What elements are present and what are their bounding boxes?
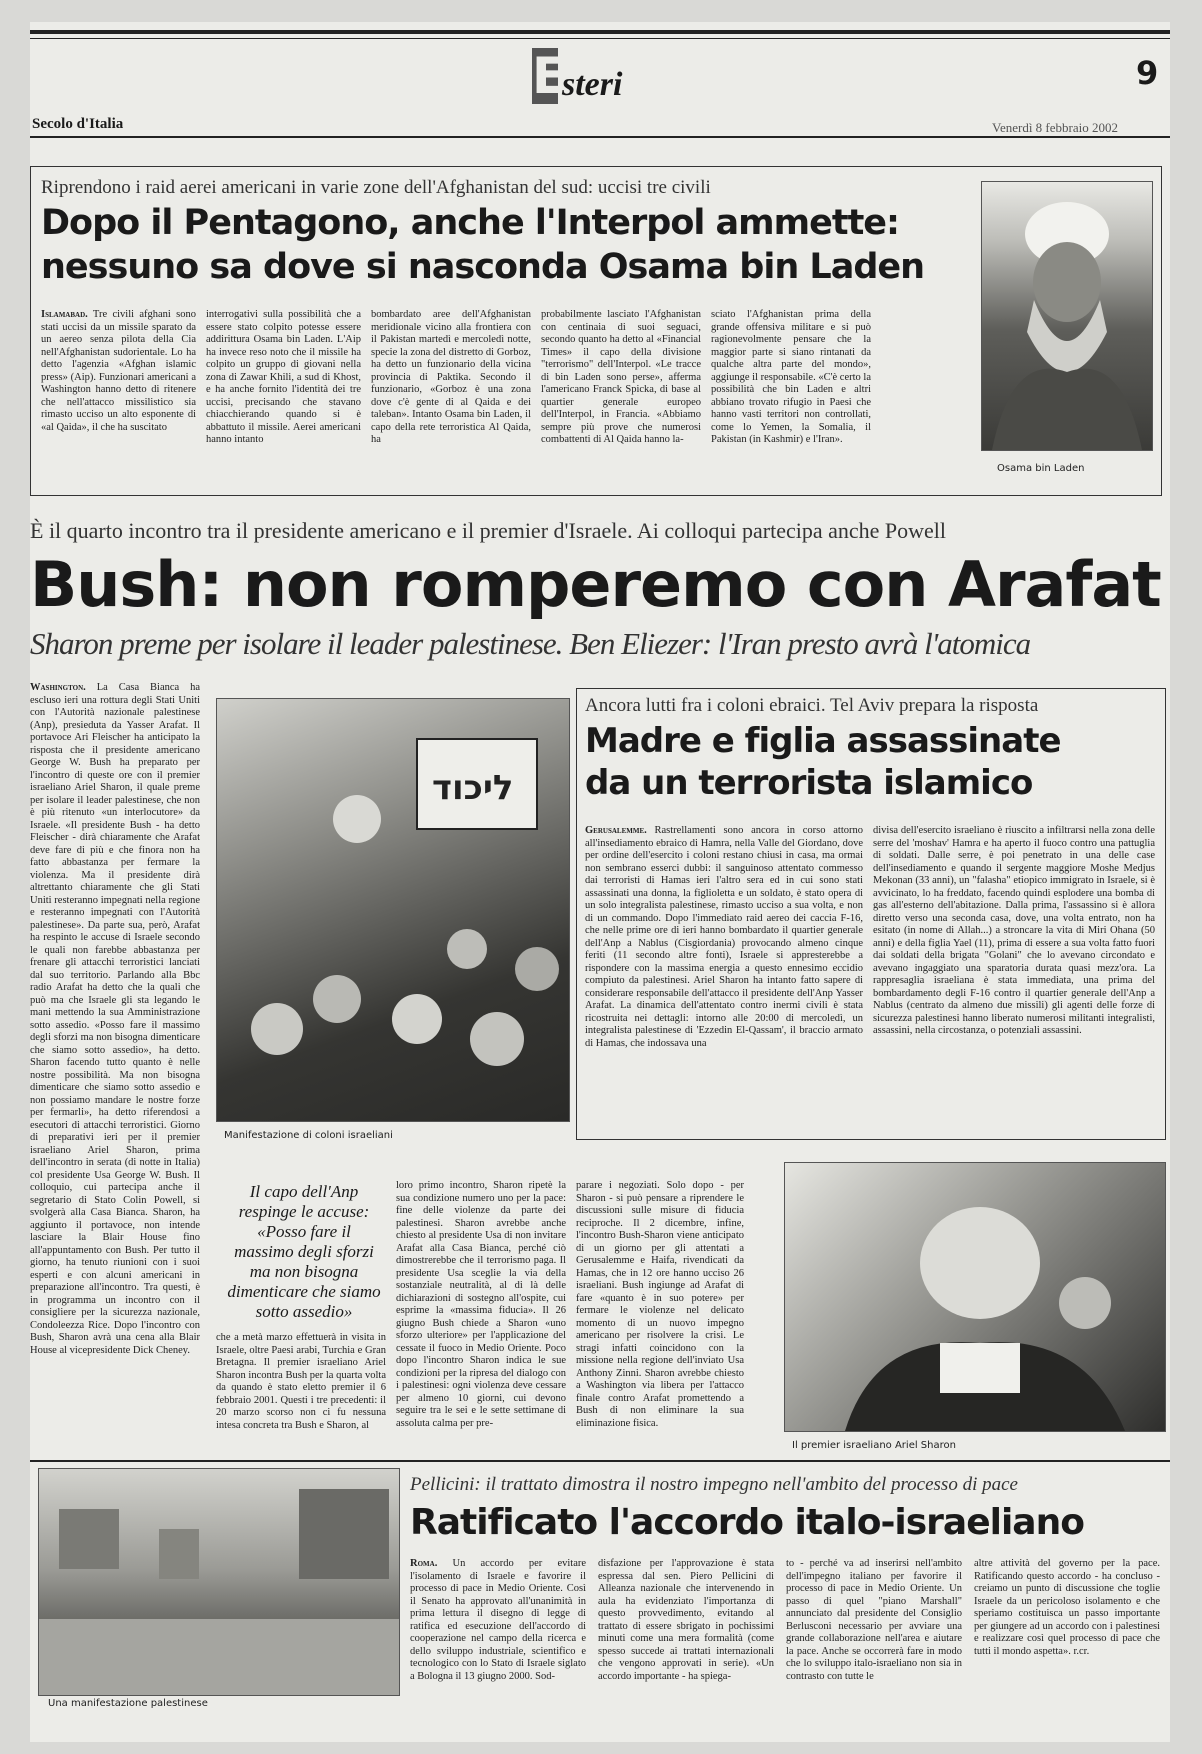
article-column: Gerusalemme. Rastrellamenti sono ancora in corso attorno all'insediamento ebraico di Hamra, nella Valle del Giordano, dove per ordine dell'esercito i coloni restano chiusi in casa, ma ormai non sembrano esserci dubbi: il sanguinoso attentato commesso dai terroristi di Hamas ieri l'altro sera ed in cui sono stati assassinati una donna, la figlioletta e un soldato, è stato opera di un solo integralista palestinese, rimasto ucciso a sua volta, e non di un commando. Dopo l'immediato raid aereo dei caccia F-16, che nelle prime ore di ieri hanno bombardato il quartier generale dell'Anp a Nablus (Cisgiordania) provocando almeno cinque feriti (11 secondo altre fonti), Israele si appresterebbe a rispondere con la massima energia a questo ennesimo eccidio compiuto da palestinesi. Ariel Sharon ha intanto fatto sapere di considerare responsabile dell'attacco il presidente dell'Anp Yasser Arafat. La dinamica dell'attentato contro inermi civili è stata ricostruita nei dettagli: intorno alle 20:00 di mercoledì, un integralista palestinese di 'Ezzedin El-Qassam', il braccio armato di Hamas, che indossava una: [585, 825, 863, 1049]
newspaper-page: [30, 22, 1170, 1742]
article-kicker: Ancora lutti fra i coloni ebraici. Tel Aviv prepara la risposta: [585, 695, 1039, 716]
masthead-rule: [30, 136, 1170, 138]
article-column: to - perché va ad inserirsi nell'ambito dell'impegno italiano per favorire il processo di pace in Medio Oriente. Un passo di quel "piano Marshall" annunciato dal presidente del Consiglio Berlusconi necessario per avviare una grande collaborazione nell'area e aiutare la pace. Anche se occorrerà fare in modo che lo sviluppo italo-israeliano non sia in contrasto con tutte le: [786, 1558, 962, 1682]
section-letter-block: [532, 47, 567, 105]
article-headline-line2: da un terrorista islamico: [585, 763, 1033, 803]
article-headline: Ratificato l'accordo italo-israeliano: [410, 1502, 1084, 1543]
article-column: Islamabad. Tre civili afghani sono stati uccisi da un missile sparato da un aereo senza pilota della Cia nell'Afghanistan sudorientale. Lo ha detto l'agenzia «Afghan islamic press» (Aip). Funzionari americani a Washington hanno detto di ritenere che nell'attacco missilistico sia rimasto ucciso un alto esponente di «al Qaida», il che ha suscitato: [41, 309, 196, 433]
article-column: sciato l'Afghanistan prima della grande offensiva militare e si può ragionevolmente pensare che la maggior parte si siano rintanati da qualche altra parte del mondo», aggiunge il responsabile. «C'è certo la possibilità che bin Laden e altri abbiano trovato rifugio in Paesi che hanno vasti territori non controllati, come lo Yemen, la Somalia, il Pakistan (in Kashmir) e l'Iran».: [711, 309, 871, 445]
crowd-icon: [217, 699, 569, 1121]
article-kicker: È il quarto incontro tra il presidente americano e il premier d'Israele. Ai colloqui partecipa anche Powell: [30, 518, 947, 543]
svg-text:ליכוד: ליכוד: [432, 768, 514, 808]
article-column: che a metà marzo effettuerà in visita in Israele, oltre Paesi arabi, Turchia e Gran Bretagna. Il premier israeliano Ariel Sharon incontra Bush per la quarta volta da quando è stato eletto premier il 6 febbraio 2001. Questi i tre precedenti: il 20 marzo scorso non ci fu nessuna intesa concreta tra Bush e Sharon, al: [216, 1332, 386, 1431]
article-column: Roma. Un accordo per evitare l'isolamento di Israele e favorire il processo di pace in Medio Oriente. Così il Senato ha approvato all'unanimità in prima lettura il disegno di legge di ratifica ed esecuzione dell'accordo di cooperazione nel campo della ricerca e dello sviluppo industriale, scientifico e tecnologico con lo Stato di Israele siglato a Bologna il 13 giugno 2000. Sod-: [410, 1558, 586, 1682]
article-headline: Bush: non romperemo con Arafat: [30, 548, 1161, 621]
portrait-icon: [785, 1163, 1165, 1431]
article-madre-figlia: [576, 688, 1166, 1140]
article-column: Washington. La Casa Bianca ha escluso ieri una rottura degli Stati Uniti con l'Autorità nazionale palestinese (Anp), presieduta da Yasser Arafat. Il portavoce Ari Fleischer ha anticipato la risposta che il presidente americano George W. Bush ha preparato per l'incontro di queste ore con il premier israeliano Ariel Sharon, il quale preme per isolare il leader palestinese, che non è più ritenuto «un interlocutore» da Israele. «Il presidente Bush - ha detto Fleischer - dirà chiaramente che Arafat deve fare di più e che finora non ha fatto abbastanza per fermare la violenza. Ma il presidente dirà altrettanto chiaramente che gli Stati Uniti resteranno impegnati nella regione e resteranno impegnati con l'Autorità palestinese». Da parte sua, però, Arafat ha respinto le accuse di Israele secondo le quali non farebbe abbastanza per frenare gli attacchi terroristici lanciati dal suo territorio. Parlando alla Bbc radio Arafat ha detto che la quali che può ma che Israele gli sta legando le mani mettendo la sua Amministrazione sotto assedio. «Posso fare il massimo degli sforzi ma non bisogna dimenticare che siamo sotto assedio», ha detto. Sharon facendo tutto quanto è nelle nostre possibilità. Ma non bisogna dimenticare che siamo sotto assedio e non possiamo mandare le nostre forze per fermarli», ha detto riferendosi a esecutori di attacchi terroristici. Giorno di preparativi ieri per il premier israeliano Ariel Sharon, prima dell'incontro in serata (di notte in Italia) col presidente Usa George W. Bush. Il colloquio, cui partecipa anche il segretario di Stato Colin Powell, si svolgerà alla Casa Bianca. Sharon, ha aggiunto il portavoce, non intende lasciare la Blair House fino all'appuntamento con Bush. Per tutto il giorno, ha tenuto riunioni con i suoi esperti e con alcuni americani in preparazione all'incontro. Tra questi, è in programma un incontro con il consigliere per la sicurezza nazionale, Condoleezza Rice. Dopo l'incontro con Bush, Sharon avrà una cena alla Blair House al vicepresidente Dick Cheney.: [30, 682, 200, 1356]
section-letter: E: [532, 47, 567, 105]
article-kicker: Riprendono i raid aerei americani in varie zone dell'Afghanistan del sud: uccisi tre civili: [41, 177, 711, 198]
article-headline-line2: nessuno sa dove si nasconda Osama bin Laden: [41, 247, 925, 287]
dateline: Gerusalemme.: [585, 825, 647, 836]
article-bin-laden: [30, 166, 1162, 496]
page-number: 9: [1136, 54, 1159, 92]
photo-caption: Il premier israeliano Ariel Sharon: [792, 1440, 956, 1451]
photo-caption: Osama bin Laden: [997, 463, 1085, 474]
article-column: interrogativi sulla possibilità che a essere stato colpito potesse essere addirittura Osama bin Laden. L'Aip ha invece reso noto che il missile ha colpito un gruppo di giovani nella zona di Zawar Khili, a sud di Khost, e ha anche fornito l'identità dei tre uccisi, precisando che stavano chiacchierando quando si è abbattuto il missile. Aerei americani hanno intanto: [206, 309, 361, 445]
issue-date: Venerdì 8 febbraio 2002: [992, 120, 1118, 135]
dateline: Roma.: [410, 1558, 438, 1569]
section-title: steri: [562, 66, 623, 103]
article-kicker: Pellicini: il trattato dimostra il nostro impegno nell'ambito del processo di pace: [410, 1474, 1018, 1495]
dateline: Washington.: [30, 682, 86, 693]
article-subhead: Sharon preme per isolare il leader palestinese. Ben Eliezer: l'Iran presto avrà l'atomica: [30, 626, 1031, 661]
section-rule: [30, 1460, 1170, 1462]
top-rule: [30, 30, 1170, 34]
top-rule-thin: [30, 38, 1170, 39]
article-column: altre attività del governo per la pace. Ratificando questo accordo - ha concluso - creiamo un punto di discussione che toglie Israele da un pericoloso isolamento e che speriamo costituisca un passo importante per giungere ad un accordo con i palestinesi e realizzare così quel processo di pace che tutti il mondo aspetta». r.cr.: [974, 1558, 1160, 1657]
dateline: Islamabad.: [41, 309, 88, 320]
protest-photo: [38, 1468, 400, 1696]
bin-laden-photo: [981, 181, 1153, 451]
street-scene-icon: [39, 1469, 399, 1695]
settlers-photo: [216, 698, 570, 1122]
pullquote: Il capo dell'Anp respinge le accuse: «Posso fare il massimo degli sforzi ma non bisogna dimenticare che siamo sotto assedio»: [227, 1182, 381, 1321]
article-column: loro primo incontro, Sharon ripetè la sua condizione numero uno per la pace: fine delle violenze da parte dei palestinesi. Sharon avrebbe anche chiesto al presidente Usa di non invitare Arafat alla Casa Bianca, perché ciò dimostrerebbe che il terrorismo paga. Il presidente Usa sceglie la via della sostanziale neutralità, al di là delle dichiarazioni di sostegno all'ospite, cui esprime la «massima fiducia». Il 26 giugno Bush chiede a Sharon «uno sforzo ulteriore» per l'applicazione del cessate il fuoco in Medio Oriente. Poco dopo l'incontro Sharon indica le sue condizioni per la ripresa del dialogo con i palestinesi: ogni violenza deve cessare per almeno 10 giorni, cui devono seguire tra le sei e le sette settimane di assoluta calma per pre-: [396, 1180, 566, 1429]
sharon-photo: [784, 1162, 1166, 1432]
photo-caption: Una manifestazione palestinese: [48, 1698, 208, 1709]
article-column: bombardato aree dell'Afghanistan meridionale vicino alla frontiera con il Pakistan martedì e mercoledì notte, specie la zona del distretto di Gorboz, ha detto un funzionario della vicina provincia di Paktika. Secondo il funzionario, «Gorboz è una zona dove c'è gente di al Qaida e dei taleban». Intanto Osama bin Laden, il capo della rete terroristica Al Qaida, ha: [371, 309, 531, 445]
article-column: disfazione per l'approvazione è stata espressa dal sen. Piero Pellicini di Alleanza nazionale che intervenendo in aula ha evidenziato l'importanza di questo provvedimento, evitando al trattato di essere sbrigato in pochissimi minuti come una mera formalità (come spesso succede ai trattati internazionali che vengono approvati in serie). «Un accordo importante - ha spiega-: [598, 1558, 774, 1682]
article-headline: Dopo il Pentagono, anche l'Interpol ammette:: [41, 203, 900, 243]
article-column: parare i negoziati. Solo dopo - per Sharon - si può pensare a riprendere le discussioni sulle misure di fiducia reciproche. Il 2 dicembre, infine, l'incontro Bush-Sharon viene anticipato di un giorno per gli attentati a Gerusalemme e Haifa, rivendicati da Hamas, che in 12 ore hanno ucciso 26 israeliani. Bush ingiunge ad Arafat di fare «quanto è in suo potere» per fermare le violenze nel delicato momento di un nuovo impegno americano per risolvere la crisi. Le stragi infatti coincidono con la missione nella regione dell'inviato Usa Anthony Zinni. Sharon avrebbe chiesto a Washington via libera per l'attacco finale contro Arafat promettendo a Bush di non eliminare la sua eliminazione fisica.: [576, 1180, 744, 1429]
photo-caption: Manifestazione di coloni israeliani: [224, 1130, 393, 1141]
newspaper-name: Secolo d'Italia: [32, 116, 124, 132]
portrait-icon: [982, 182, 1152, 450]
article-column: probabilmente lasciato l'Afghanistan con centinaia di suoi seguaci, secondo quanto ha detto al «Financial Times» il capo della divisione "terrorismo" dell'Interpol. «Le tracce di bin Laden sono perse», afferma l'americano Franck Spicka, di base al quartier generale europeo dell'Interpol, in Francia. «Abbiamo sempre più prove che numerosi combattenti di Al Qaida hanno la-: [541, 309, 701, 445]
article-headline: Madre e figlia assassinate: [585, 721, 1061, 761]
article-column: divisa dell'esercito israeliano è riuscito a infiltrarsi nella zona delle serre del 'moshav' Hamra e ha aperto il fuoco contro una pattuglia di soldati. Dalle serre, è poi penetrato in una delle case dell'insediamento e quando il sergente maggiore Moshe Medjus Mekonan (33 anni), un "falasha" etiopico immigrato in Israele, si è avvicinato, lo ha freddato, facendo quindi esplodere una bomba di gas all'esterno dell'abitazione. Dalla prima, l'assassino si è allora diretto verso una seconda casa, dove, una volta entrato, non ha esitato (in nome di Allah...) a stroncare la vita di Miri Ohana (50 anni) e della figlia Yael (11), prima di essere a sua volta fatto fuori dai soldati della brigata "Golani" che lo avevano circondato e avevano ingaggiato una sparatoria durata quasi mezz'ora. La rappresaglia israeliana è stata immediata, una prima del bombardamento degli F-16 contro il quartier generale dell'Anp a Nablus (centrato da almeno due missili) gli agenti delle forze di sicurezza palestinesi hanno liberato numerosi militanti integralisti, assassini, nella circostanza, o potenziali assassini.: [873, 825, 1155, 1036]
